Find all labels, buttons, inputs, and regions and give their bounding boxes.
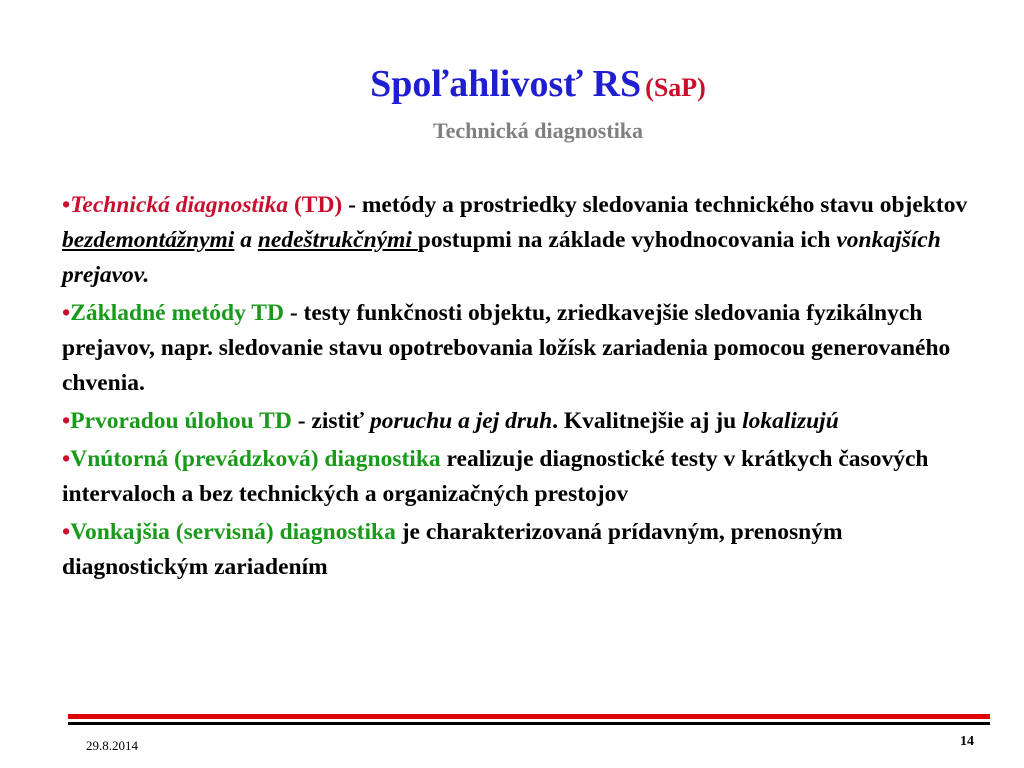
conjunction: a — [234, 227, 258, 253]
paragraph-heading: Vonkajšia (servisná) diagnostika — [70, 519, 396, 545]
bullet-marker: • — [62, 446, 71, 472]
underlined-term: bezdemontážnymi — [62, 227, 235, 253]
paragraph-heading: Prvoradou úlohou TD — [70, 408, 292, 434]
italic-text: vonkajších prejavov. — [62, 227, 941, 288]
italic-text: poruchu a jej druh — [369, 408, 553, 434]
italic-text: lokalizujú — [742, 408, 839, 434]
bullet-marker: • — [62, 519, 71, 545]
term-abbreviation: (TD) — [288, 192, 343, 218]
slide-subtitle: Technická diagnostika — [432, 118, 644, 143]
paragraph-text: . Kvalitnejšie aj ju — [552, 408, 743, 434]
bullet-marker: • — [62, 408, 71, 434]
paragraph-text: - zistiť — [291, 408, 370, 434]
bullet-marker: • — [62, 192, 71, 218]
footer-date: 29.8.2014 — [86, 738, 138, 753]
paragraph-text: postupmi na základe vyhodnocovania ich — [417, 227, 837, 253]
underlined-term: nedeštrukčnými — [257, 227, 418, 253]
title-main: Spoľahlivosť RS — [370, 63, 642, 105]
bullet-paragraph-1 — [62, 188, 982, 293]
paragraph-text: - testy funkčnosti objektu, zriedkavejšie sledovania fyzikálnych prejavov, napr. sledovanie stavu opotrebovania ložísk zariadenia pomocou generovaného chvenia. — [62, 300, 951, 396]
bullet-paragraph-2 — [62, 296, 982, 401]
paragraph-heading: Vnútorná (prevádzková) diagnostika — [70, 446, 441, 472]
slide-body — [62, 188, 982, 588]
paragraph-text: je charakterizovaná prídavným, prenosným diagnostickým zariadením — [62, 519, 843, 580]
bullet-paragraph-4 — [62, 442, 982, 512]
paragraph-text: - metódy a prostriedky sledovania technického stavu objektov — [342, 192, 968, 218]
bullet-marker: • — [62, 300, 71, 326]
footer-rule-black — [68, 722, 990, 725]
bullet-paragraph-3 — [62, 404, 982, 439]
slide-title — [0, 62, 1024, 106]
paragraph-heading: Základné metódy TD — [70, 300, 284, 326]
footer-rule-red — [68, 714, 990, 719]
title-abbreviation: (SaP) — [645, 73, 706, 102]
term-technicka-diagnostika: Technická diagnostika — [70, 192, 289, 218]
page-number: 14 — [960, 734, 974, 749]
paragraph-text: realizuje diagnostické testy v krátkych časových intervaloch a bez technických a organizačných prestojov — [62, 446, 929, 507]
bullet-paragraph-5 — [62, 515, 982, 585]
